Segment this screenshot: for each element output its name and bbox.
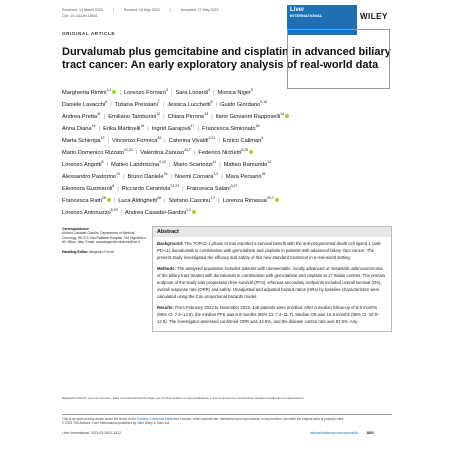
author-separator: | <box>168 161 171 168</box>
author-name[interactable] <box>62 195 111 204</box>
author-name-text: Mario Scartozzi <box>173 161 213 168</box>
author-name-text: Vincenzo Formica <box>111 137 158 144</box>
author-name[interactable] <box>127 171 168 180</box>
abstract-section-text: The analysed population included patients with unresectable, locally advanced or metastatic adenocarcinoma of the biliary tract treated with durvalumab in combination with gemcitabine and cisplatin at 17 Italian centres. The primary endpoint of the study was progression-free survival (PFS), whereas secondary endpoints included overall survival (OS), overall response rate (ORR) and safety. Unadjusted and adjusted hazard ratios (HRs) by baseline characteristics were calculated using the Cox proportional hazards model. <box>157 265 386 300</box>
author-name-text: Andrea Pretta <box>62 113 98 120</box>
author-name-text: Daniele Lavacchi <box>62 101 106 108</box>
affiliation-superscript: 11 <box>212 159 217 164</box>
author-name-text: Lorenzo Angotti <box>62 161 102 168</box>
affiliation-superscript: 18 <box>255 123 260 128</box>
affiliation-superscript: 20 <box>157 135 162 140</box>
journal-citation: Liver International. 2023;43:1803–1812. <box>62 431 122 435</box>
author-separator: | <box>106 161 108 168</box>
author-separator: | <box>119 89 121 96</box>
author-name[interactable] <box>215 111 289 120</box>
author-line <box>62 86 392 98</box>
affiliation-superscript: 9,10 <box>159 159 166 164</box>
author-separator: | <box>218 137 220 144</box>
author-name-text: Marta Schirripa <box>62 137 101 144</box>
author-line <box>62 122 392 134</box>
author-name[interactable] <box>124 90 168 96</box>
author-name[interactable] <box>175 90 210 96</box>
author-name[interactable] <box>103 123 145 132</box>
affiliation-superscript: 11 <box>97 111 101 116</box>
copyright-line: © 2023 The Authors. Liver International published by John Wiley & Sons Ltd. <box>62 421 171 426</box>
handling-editor-heading: Handling Editor: <box>62 249 89 254</box>
affiliation-superscript: 24,7 <box>184 147 191 152</box>
author-name[interactable] <box>202 123 260 132</box>
author-name[interactable] <box>225 171 266 180</box>
author-name-text: Francesca Ratti <box>62 197 102 204</box>
author-line <box>62 134 392 146</box>
article-type: ORIGINAL ARTICLE <box>62 31 115 36</box>
author-line <box>62 170 392 182</box>
orcid-icon[interactable] <box>249 150 253 154</box>
author-separator: | <box>211 113 213 120</box>
affiliation-superscript: 16 <box>140 123 145 128</box>
affiliation-superscript: 12 <box>267 159 272 164</box>
affiliation-superscript: 3,27 <box>230 183 238 188</box>
page-number: 1803 <box>366 431 374 435</box>
abstract-section-label: Methods: <box>157 265 178 271</box>
affiliation-superscript: 12 <box>156 111 161 116</box>
author-name-text: Francesca Salani <box>186 185 231 192</box>
affiliation-superscript: 8 <box>112 183 115 188</box>
author-name[interactable] <box>62 171 120 180</box>
author-name-text: Guido Giordano <box>220 101 261 108</box>
author-line <box>62 110 392 122</box>
author-line <box>62 158 392 170</box>
author-line <box>62 182 392 194</box>
author-name[interactable] <box>62 183 115 192</box>
author-separator: | <box>113 197 116 204</box>
author-name-text: Valentina Zanuso <box>140 149 185 156</box>
affiliation-superscript: 7 <box>157 99 160 104</box>
abstract-section-text: From February 2022 to November 2022, 145 patients were enrolled. After a median follow-up of 8.5 months (95% CI: 7.9–13.6), the median PFS was 8.9 months (95% CI: 7.4–11.7). Median OS was 12.9 months (95% CI: 10.9–12.9). The investigator-assessed confirmed ORR was 34.5%, and the disease control rate was 87.6%. Any <box>157 304 380 325</box>
author-name-text: Ingrid Garajovà <box>151 125 191 132</box>
author-name[interactable] <box>186 183 238 192</box>
abstract-heading: Abstract <box>153 227 391 237</box>
affiliation-superscript: 3,21 <box>208 135 216 140</box>
author-separator: | <box>182 185 184 192</box>
author-name[interactable] <box>151 123 195 132</box>
affiliation-superscript: 15 <box>163 171 168 176</box>
author-separator: | <box>122 173 125 180</box>
author-name-text: Sara Lonardi <box>175 89 209 96</box>
affiliation-superscript: 8 <box>101 159 104 164</box>
author-name[interactable] <box>173 159 217 168</box>
author-name-text: Stefano Cascinu <box>168 197 211 204</box>
affiliation-superscript: 5 <box>250 88 253 92</box>
correspondence-text: Andrea Casadei-Gardini, Department of Medical Oncology, IRCCS San Raffaele Hospital, Via Olgettina n. 60, Milan, Italy. Email: casadeigardini.andrea@hsr.it <box>62 231 148 245</box>
author-name[interactable] <box>222 195 279 204</box>
affiliation-superscript: 15 <box>91 123 96 128</box>
affiliation-superscript: 28 <box>101 195 106 200</box>
abstract-section-label: Background: <box>157 241 185 246</box>
author-name[interactable] <box>114 99 160 108</box>
author-name-text: Erika Martinelli <box>103 125 141 132</box>
affiliation-superscript: 22,23 <box>123 147 133 152</box>
author-name[interactable] <box>198 147 253 156</box>
author-separator: | <box>218 197 220 204</box>
license-text-b: License, which permits use, distribution and reproduction in any medium, provided the original work is properly cited. <box>179 417 345 421</box>
received-date: Received: 14 March 2023 <box>62 8 103 12</box>
author-name[interactable] <box>217 90 252 96</box>
publisher-logo: WILEY <box>360 12 388 21</box>
author-line <box>62 206 392 218</box>
separator: | <box>169 8 171 12</box>
author-separator: | <box>107 137 109 144</box>
affiliation-superscript: 22,23 <box>170 183 180 188</box>
article-title: Durvalumab plus gemcitabine and cisplatin in advanced biliary tract cancer: An early exploratory analysis of real-world data <box>62 46 391 71</box>
author-name-text: Tiziana Pressiani <box>114 101 158 108</box>
author-name[interactable] <box>220 99 268 108</box>
author-name[interactable] <box>62 207 118 216</box>
orcid-icon[interactable] <box>285 114 289 118</box>
orcid-icon[interactable] <box>275 198 279 202</box>
author-name-text: Federico Nichetti <box>198 149 242 156</box>
author-name[interactable] <box>140 147 191 156</box>
journal-logo-title: Liver <box>290 7 305 13</box>
author-name[interactable] <box>222 135 264 144</box>
orcid-icon[interactable] <box>192 210 196 214</box>
author-separator: | <box>197 125 200 132</box>
author-name-text: Bruno Daniele <box>127 173 164 180</box>
author-name-text: Luca Aldrighetti <box>118 197 158 204</box>
affiliation-superscript: 1,2 <box>213 171 219 176</box>
author-separator: | <box>164 197 166 204</box>
author-name[interactable] <box>62 135 105 144</box>
affiliation-superscript: 5,25 <box>241 147 248 152</box>
author-name-text: Emiliano Tamburini <box>108 113 157 120</box>
abstract-section <box>157 240 387 262</box>
affiliation-superscript: 13 <box>204 111 209 116</box>
abstract-body <box>153 237 391 331</box>
abstract-box <box>152 226 392 332</box>
author-name[interactable] <box>168 135 216 144</box>
abstract-section <box>157 265 387 301</box>
abstract-section-label: Results: <box>157 304 175 310</box>
abstract-section <box>157 304 387 326</box>
revised-date: Revised: 15 May 2023 <box>123 8 160 12</box>
affiliation-superscript: 1,2 <box>106 88 112 92</box>
author-name-text: Lorenza Rimassa <box>222 197 267 204</box>
author-name[interactable] <box>62 99 108 108</box>
author-name[interactable] <box>125 207 196 216</box>
author-separator: | <box>221 173 223 180</box>
author-name[interactable] <box>108 111 161 120</box>
author-separator: | <box>135 149 138 156</box>
author-name[interactable] <box>62 123 96 132</box>
affiliation-superscript: 13 <box>116 171 120 176</box>
affiliation-superscript: 6 <box>105 99 108 104</box>
author-separator: | <box>162 101 165 108</box>
author-name[interactable] <box>168 195 216 204</box>
author-separator: | <box>170 173 172 180</box>
author-name-text: Chiara Pirrone <box>167 113 205 120</box>
author-name[interactable] <box>223 159 272 168</box>
author-separator: | <box>164 137 166 144</box>
author-name-text: Mara Persano <box>225 173 262 180</box>
affiliation-superscript: 1,2 <box>186 207 191 212</box>
author-name[interactable] <box>62 90 116 96</box>
license-link[interactable]: Creative Commons Attribution <box>136 417 180 421</box>
author-separator: | <box>110 101 112 108</box>
author-line <box>62 194 392 206</box>
affiliation-superscript: 4 <box>208 88 210 92</box>
author-name-text: Ilario Giovanni Rapposelli <box>215 113 281 120</box>
author-separator: | <box>103 113 106 120</box>
doi: DOI: 10.1111/liv.15641 <box>62 14 98 18</box>
author-name[interactable] <box>121 183 180 192</box>
author-name-text: Mario Domenico Rizzato <box>62 149 124 156</box>
affiliation-superscript: 26 <box>261 171 266 176</box>
author-name-text: Noemi Cornara <box>174 173 214 180</box>
author-name[interactable] <box>111 135 162 144</box>
affiliation-superscript: 6 <box>261 135 264 140</box>
author-name[interactable] <box>62 111 101 120</box>
author-separator: | <box>147 125 149 132</box>
author-name-text: Lorenzo Antonuzzo <box>62 209 111 216</box>
author-name[interactable] <box>167 111 209 120</box>
author-name-text: Riccardo Cerantola <box>121 185 171 192</box>
affiliation-superscript: 8 <box>210 99 213 104</box>
author-name-text: Alessandro Pastorino <box>62 173 117 180</box>
author-separator: | <box>98 125 101 132</box>
sidebar <box>62 227 150 254</box>
author-name-text: Margherita Rimini <box>62 89 107 96</box>
affiliation-superscript: 17 <box>190 123 195 128</box>
author-separator: | <box>117 185 119 192</box>
correspondence-heading: Correspondence <box>62 227 89 231</box>
author-name[interactable] <box>62 147 133 156</box>
author-name-text: Enrico Caliman <box>222 137 262 144</box>
abstract-section-text: The TOPAZ-1 phase III trial reported a survival benefit with the anti-programmed death cell ligand 1 (anti-PD-L1) durvalumab in combination with gemcitabine and cisplatin in patients with advanced biliary tract cancer. The present study investigated the efficacy and safety of this new standard treatment in a real-world setting. <box>157 241 382 261</box>
author-name-text: Francesca Simionato <box>202 125 256 132</box>
author-separator: | <box>170 89 173 96</box>
affiliation-superscript: 1,2 <box>210 195 216 200</box>
separator: | <box>112 8 114 12</box>
footer-right <box>310 431 374 435</box>
handling-editor-name: Alejandro Forner <box>89 249 115 254</box>
author-separator: | <box>215 101 218 108</box>
author-name-text: Matteo Landriscina <box>110 161 160 168</box>
author-separator: | <box>212 89 215 96</box>
author-name-text: Caterina Vivaldi <box>168 137 209 144</box>
author-separator: | <box>193 149 196 156</box>
author-name[interactable] <box>167 99 213 108</box>
author-name-text: Lorenzo Fornaro <box>123 89 166 96</box>
author-name-text: Jessica Lucchetti <box>167 101 211 108</box>
author-name-text: Monica Niger <box>217 89 251 96</box>
author-name-text: Eleonora Gusmaroli <box>62 185 113 192</box>
journal-url[interactable]: wileyonlinelibrary.com/journal/liv <box>310 431 359 435</box>
author-line <box>62 98 392 110</box>
author-name[interactable] <box>110 159 166 168</box>
author-line <box>62 146 392 158</box>
author-separator: | <box>219 161 221 168</box>
author-name-text: Andrea Casadei-Gardini <box>125 209 187 216</box>
author-name[interactable] <box>118 195 162 204</box>
author-notes: Margherita Rimini, Lorenzo Fornaro, Sara Lonardi and Monica Niger are Co-first authors. Lorenza Rimassa, Lorenzo Antonuzzo and Andrea Casadei-Gardini are Co-last authors. <box>62 396 305 400</box>
author-name-text: Matteo Ramundo <box>223 161 268 168</box>
license-text-a: This is an open access article under the terms of the <box>62 417 137 421</box>
journal-logo-subtitle: INTERNATIONAL <box>290 13 323 18</box>
affiliation-superscript: 24,7 <box>266 195 274 200</box>
selection-box <box>287 29 390 89</box>
author-name[interactable] <box>62 159 104 168</box>
affiliation-superscript: 3 <box>166 88 168 92</box>
license-notice <box>62 414 392 425</box>
author-separator: | <box>120 209 122 216</box>
affiliation-superscript: 19 <box>100 135 105 140</box>
author-name-text: Anna Diana <box>62 125 92 132</box>
author-separator: | <box>163 113 165 120</box>
affiliation-superscript: 6,29 <box>110 207 118 212</box>
affiliation-superscript: 9,10 <box>260 99 268 104</box>
accepted-date: Accepted: 27 May 2023 <box>180 8 219 12</box>
affiliation-superscript: 28 <box>157 195 162 200</box>
affiliation-superscript: 14 <box>280 111 285 116</box>
author-name[interactable] <box>174 171 219 180</box>
author-list <box>62 86 392 218</box>
